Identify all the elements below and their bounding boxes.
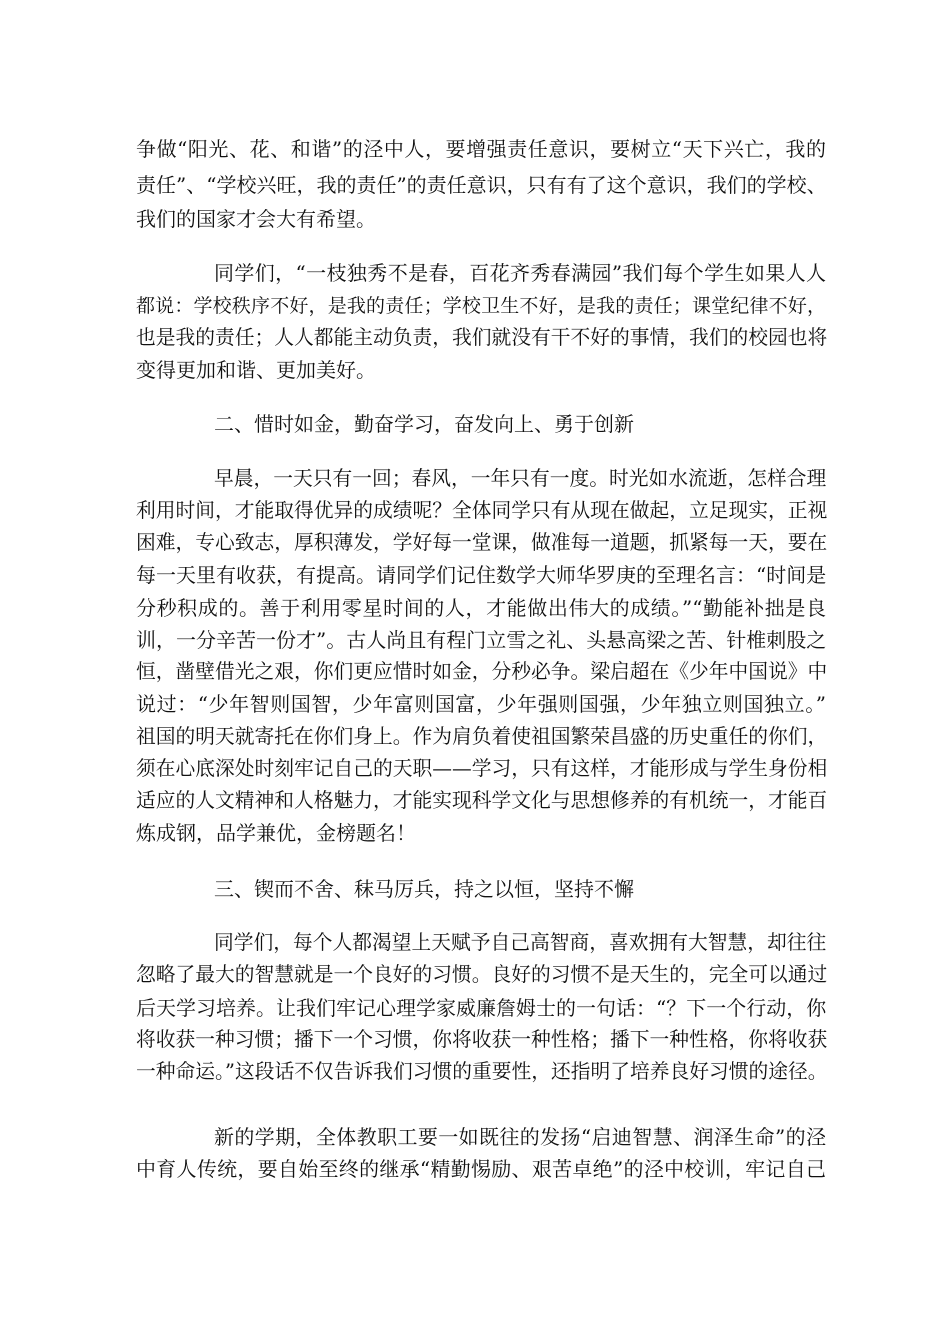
- text-line: 每一天里有收获，有提高。请同学们记住数学大师华罗庚的至理名言：“时间是: [136, 563, 827, 587]
- text-line: 分秒积成的。善于利用零星时间的人，才能做出伟大的成绩。”“勤能补拙是良: [136, 596, 826, 620]
- text-line: 变得更加和谐、更加美好。: [136, 358, 376, 382]
- text-line: 利用时间，才能取得优异的成绩呢？全体同学只有从现在做起，立足现实，正视: [136, 499, 828, 522]
- text-line: 中育人传统，要自始至终的继承“精勤惕励、艰苦卓绝”的泾中校训，牢记自己: [136, 1157, 826, 1181]
- text-line: 忽略了最大的智慧就是一个良好的习惯。良好的习惯不是天生的，完全可以通过: [136, 963, 828, 986]
- text-line: 同学们，每个人都渴望上天赋予自己高智商，喜欢拥有大智慧，却往往: [214, 931, 827, 954]
- text-line: 将收获一种习惯；播下一个习惯，你将收获一种性格；播下一种性格，你将收获: [136, 1028, 828, 1051]
- text-line: 恒，凿壁借光之艰，你们更应惜时如金，分秒必争。梁启超在《少年中国说》中: [136, 660, 828, 683]
- text-line: 我们的国家才会大有希望。: [136, 207, 376, 231]
- text-line: 适应的人文精神和人格魅力，才能实现科学文化与思想修养的有机统一，才能百: [136, 789, 828, 812]
- text-line: 同学们，“一枝独秀不是春，百花齐秀春满园”我们每个学生如果人人: [214, 261, 826, 285]
- text-line: 新的学期，全体教职工要一如既往的发扬“启迪智慧、润泽生命”的泾: [214, 1125, 826, 1149]
- text-line: 一种命运。”这段话不仅告诉我们习惯的重要性，还指明了培养良好习惯的途径。: [136, 1060, 828, 1083]
- section-heading: 二、惜时如金，勤奋学习，奋发向上、勇于创新: [214, 412, 634, 436]
- text-line: 也是我的责任；人人都能主动负责，我们就没有干不好的事情，我们的校园也将: [136, 326, 828, 349]
- section-heading: 三、锲而不舍、秣马厉兵，持之以恒，坚持不懈: [214, 877, 634, 901]
- text-line: 训，一分辛苦一份才”。古人尚且有程门立雪之礼、头悬高梁之苦、针椎刺股之: [136, 628, 827, 652]
- text-line: 争做“阳光、花、和谐”的泾中人，要增强责任意识，要树立“天下兴亡，我的: [136, 137, 826, 161]
- text-line: 说过：“少年智则国智，少年富则国富，少年强则国强，少年独立则国独立。”: [136, 692, 826, 716]
- text-line: 都说：学校秩序不好，是我的责任；学校卫生不好，是我的责任；课堂纪律不好，: [136, 295, 826, 317]
- text-line: 责任”、“学校兴旺，我的责任”的责任意识，只有有了这个意识，我们的学校、: [136, 173, 827, 197]
- text-line: 祖国的明天就寄托在你们身上。作为肩负着使祖国繁荣昌盛的历史重任的你们，: [136, 725, 828, 748]
- text-line: 炼成钢，品学兼优，金榜题名！: [136, 821, 416, 845]
- text-line: 困难，专心致志，厚积薄发，学好每一堂课，做准每一道题，抓紧每一天，要在: [136, 531, 828, 554]
- text-line: 须在心底深处时刻牢记自己的天职——学习，只有这样，才能形成与学生身份相: [136, 757, 828, 780]
- text-line: 后天学习培养。让我们牢记心理学家威廉詹姆士的一句话：“？下一个行动，你: [136, 996, 827, 1020]
- text-line: 早晨，一天只有一回；春风，一年只有一度。时光如水流逝，怎样合理: [214, 467, 827, 490]
